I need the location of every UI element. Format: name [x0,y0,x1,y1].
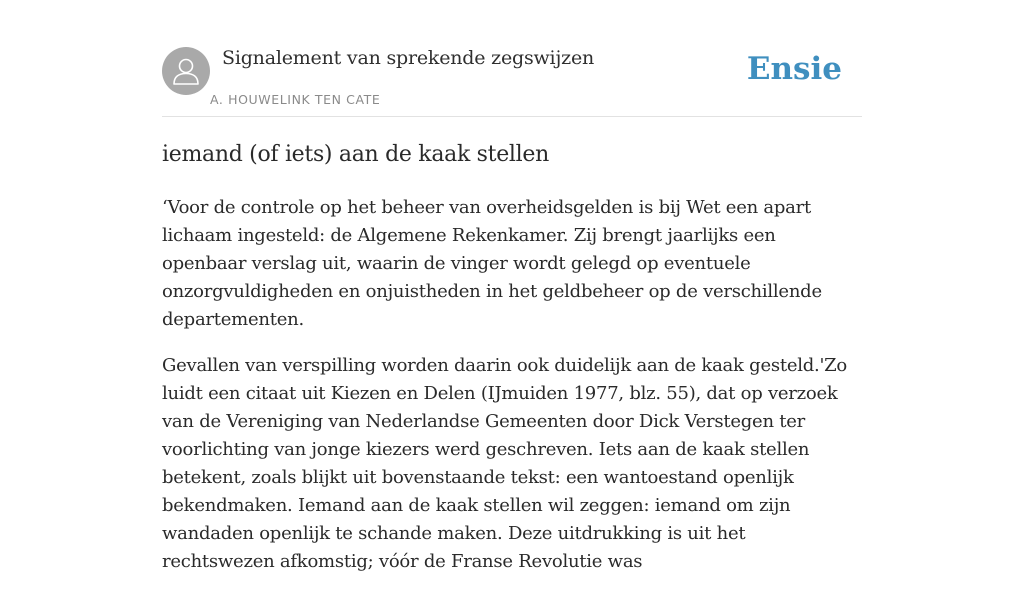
author-name[interactable]: A. HOUWELINK TEN CATE [210,92,381,107]
entry-paragraph: Gevallen van verspilling worden daarin ook duidelijk aan de kaak gesteld.'Zo luidt een citaat uit Kiezen en Delen (IJmuiden 1977, blz. 55), dat op verzoek van de Vereniging van Nederlandse Gemeenten door Dick Verstegen ter voorlichting van jonge kiezers werd geschreven. Iets aan de kaak stellen betekent, zoals blijkt uit bovenstaande tekst: een wantoestand openlijk bekendmaken. Iemand aan de kaak stellen wil zeggen: iemand om zijn wandaden openlijk te schande maken. Deze uitdrukking is uit het rechtswezen afkomstig; vóór de Franse Revolutie was [162,355,848,572]
entry-content [162,140,862,594]
user-silhouette-icon [162,47,210,95]
source-title[interactable]: Signalement van sprekende zegswijzen [222,47,595,69]
entry-paragraph: ‘Voor de controle op het beheer van overheidsgelden is bij Wet een apart lichaam ingesteld: de Algemene Rekenkamer. Zij brengt jaarlijks een openbaar verslag uit, waarin de vinger wordt gelegd op eventuele onzorgvuldigheden en onjuistheden in het geldbeheer op de verschillende departementen. [162,197,822,330]
source-header [162,0,862,117]
entry-title: iemand (of iets) aan de kaak stellen [162,142,549,167]
brand-logo[interactable]: Ensie [746,51,842,87]
